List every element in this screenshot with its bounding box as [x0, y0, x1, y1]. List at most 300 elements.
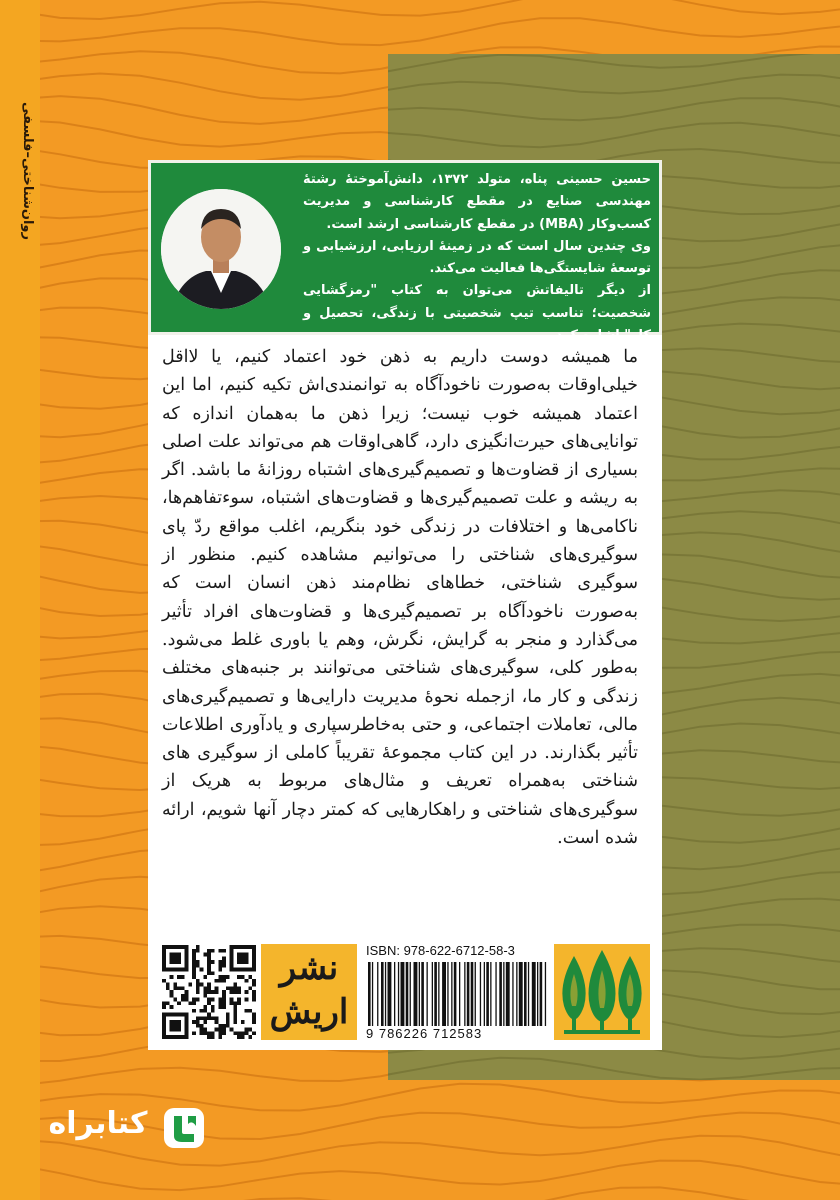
qr-module: [203, 953, 207, 957]
qr-module: [192, 1001, 196, 1005]
barcode-bar: [427, 962, 428, 1026]
qr-module: [177, 960, 181, 964]
qr-module: [233, 968, 237, 972]
barcode-bar: [524, 962, 527, 1026]
qr-module: [207, 956, 211, 960]
qr-module: [162, 964, 166, 968]
qr-module: [177, 1028, 181, 1032]
qr-module: [170, 994, 174, 998]
qr-module: [245, 1031, 249, 1035]
qr-module: [248, 975, 252, 979]
qr-module: [170, 990, 174, 994]
qr-module: [230, 953, 234, 957]
qr-module: [196, 964, 200, 968]
qr-module: [207, 990, 211, 994]
qr-module: [222, 1024, 226, 1028]
qr-module: [200, 1016, 204, 1020]
qr-module: [218, 968, 222, 972]
qr-module: [185, 1016, 189, 1020]
qr-module: [252, 949, 256, 953]
qr-module: [218, 960, 222, 964]
qr-module: [222, 975, 226, 979]
qr-module: [230, 986, 234, 990]
qr-module: [185, 1035, 189, 1039]
qr-module: [192, 956, 196, 960]
qr-module: [162, 1005, 166, 1009]
qr-module: [233, 1020, 237, 1024]
barcode-bar: [447, 962, 448, 1026]
publisher-logo: [261, 944, 357, 1040]
qr-module: [177, 1024, 181, 1028]
qr-module: [245, 1009, 249, 1013]
qr-module: [177, 1001, 181, 1005]
qr-module: [237, 1031, 241, 1035]
qr-module: [248, 945, 252, 949]
barcode-bar: [471, 962, 474, 1026]
qr-module: [207, 1016, 211, 1020]
barcode-bar: [394, 962, 395, 1026]
qr-module: [252, 983, 256, 987]
qr-module: [192, 975, 196, 979]
ketabrah-brand: [38, 1100, 218, 1160]
qr-module: [241, 1020, 245, 1024]
wave-line: [0, 18, 840, 45]
qr-module: [177, 975, 181, 979]
barcode-bar: [490, 962, 491, 1026]
qr-module: [252, 994, 256, 998]
qr-module: [185, 953, 189, 957]
qr-module: [218, 1024, 222, 1028]
qr-module: [252, 979, 256, 983]
qr-module: [203, 1031, 207, 1035]
qr-module: [196, 998, 200, 1002]
qr-module: [207, 960, 211, 964]
qr-module: [230, 945, 234, 949]
footer-strip: [148, 940, 662, 1050]
qr-module: [233, 1031, 237, 1035]
qr-module: [181, 986, 185, 990]
barcode-bar: [540, 962, 543, 1026]
isbn-label: ISBN: 978-622-6712-58-3: [366, 943, 515, 958]
qr-module: [170, 1020, 174, 1024]
qr-module: [196, 983, 200, 987]
qr-module: [203, 1005, 207, 1009]
qr-module: [211, 1016, 215, 1020]
book-description: ما همیشه دوست داریم به ذهن خود اعتماد کنیم، یا لااقل خیلی‌اوقات به‌صورت ناخودآگاه به توانمندی‌اش تکیه کنیم، اما این اعتماد همیشه خوب نیست؛ زیرا ذهن ما به‌همان اندازه که توانایی‌های حیرت‌انگیزی دارد، گاهی‌اوقات هم می‌تواند علت اصلی بسیاری از قضاوت‌ها و تصمیم‌گیری‌های اشتباه روزانهٔ ما باشد. اگر به ریشه و علت تصمیم‌گیری‌ها و قضاوت‌های اشتباه، سوءتفاهم‌ها، ناکامی‌ها و اختلافات در زندگی خود بنگریم، اغلب مواقع ردّ پای سوگیری‌های شناختی را می‌توانیم مشاهده کنیم. منظور از سوگیری شناختی، خطاهای نظام‌مند ذهن انسان است که به‌صورت ناخودآگاه بر تصمیم‌گیری‌ها و قضاوت‌های افراد تأثیر می‌گذارد و منجر به گرایش، نگرش، وهم یا باوری غلط می‌شود. به‌طور کلی، سوگیری‌های شناختی می‌توانند بر جنبه‌های مختلف زندگی و کار ما، ازجمله نحوهٔ مدیریت دارایی‌ها و تصمیم‌گیری‌های مالی، تعاملات اجتماعی، و حتی به‌خاطرسپاری و یادآوری اطلاعات تأثیر بگذارند. در این کتاب مجموعهٔ تقریباً کاملی از سوگیری های شناختی به‌همراه تعریف و مثال‌های مربوط به هریک از سوگیری‌های شناختی و راهکارهایی که کمتر دچار آنها شویم، ارائه شده است.: [162, 347, 638, 849]
qr-module: [222, 1001, 226, 1005]
qr-module: [211, 1005, 215, 1009]
qr-module: [203, 1016, 207, 1020]
qr-module: [162, 1020, 166, 1024]
qr-module: [226, 1024, 230, 1028]
qr-module: [181, 975, 185, 979]
qr-module: [196, 1024, 200, 1028]
qr-module: [173, 1035, 177, 1039]
qr-module: [237, 990, 241, 994]
qr-module: [173, 1024, 177, 1028]
qr-module: [166, 1013, 170, 1017]
qr-module: [237, 953, 241, 957]
qr-module: [181, 998, 185, 1002]
qr-module: [185, 994, 189, 998]
barcode-bar: [495, 962, 496, 1026]
qr-module: [241, 975, 245, 979]
author-bio-box: [148, 160, 662, 335]
qr-module: [230, 990, 234, 994]
qr-module: [162, 960, 166, 964]
qr-module: [185, 998, 189, 1002]
qr-module: [173, 960, 177, 964]
qr-module: [207, 998, 211, 1002]
qr-module: [226, 975, 230, 979]
author-photo: [161, 189, 281, 309]
barcode-bar: [368, 962, 371, 1026]
publisher-name-line1: نشر: [279, 948, 339, 988]
qr-module: [222, 979, 226, 983]
qr-module: [211, 1035, 215, 1039]
qr-module: [237, 1001, 241, 1005]
qr-module: [162, 1031, 166, 1035]
qr-module: [162, 956, 166, 960]
qr-module: [222, 1028, 226, 1032]
qr-module: [170, 956, 174, 960]
qr-module: [203, 1028, 207, 1032]
author-bio: [303, 169, 651, 347]
qr-module: [215, 986, 219, 990]
qr-module: [245, 953, 249, 957]
qr-module: [241, 968, 245, 972]
qr-module: [218, 998, 222, 1002]
qr-module: [203, 994, 207, 998]
qr-module: [192, 960, 196, 964]
qr-module: [248, 1009, 252, 1013]
qr-module: [215, 1020, 219, 1024]
qr-module: [230, 1001, 234, 1005]
qr-module: [207, 983, 211, 987]
qr-module: [173, 945, 177, 949]
barcode-bar: [545, 962, 546, 1026]
barcode-bar: [388, 962, 392, 1026]
qr-module: [192, 998, 196, 1002]
qr-module: [185, 960, 189, 964]
qr-module: [166, 1001, 170, 1005]
qr-module: [241, 945, 245, 949]
qr-module: [233, 986, 237, 990]
qr-module: [245, 945, 249, 949]
qr-module: [252, 1020, 256, 1024]
qr-module: [177, 968, 181, 972]
qr-module: [173, 956, 177, 960]
qr-module: [177, 956, 181, 960]
qr-module: [173, 953, 177, 957]
barcode-bar: [442, 962, 446, 1026]
qr-module: [162, 1035, 166, 1039]
qr-module: [226, 1013, 230, 1017]
qr-module: [162, 979, 166, 983]
qr-module: [207, 953, 211, 957]
qr-module: [170, 1024, 174, 1028]
barcode-bar: [532, 962, 536, 1026]
qr-module: [207, 1035, 211, 1039]
qr-module: [207, 971, 211, 975]
barcode-icon: [366, 962, 550, 1026]
qr-module: [237, 945, 241, 949]
qr-module: [252, 998, 256, 1002]
qr-module: [207, 949, 211, 953]
qr-module: [173, 1020, 177, 1024]
qr-module: [237, 960, 241, 964]
ketabrah-logo-icon: [162, 1106, 206, 1150]
qr-module: [192, 1031, 196, 1035]
qr-module: [252, 964, 256, 968]
qr-module: [170, 945, 174, 949]
qr-module: [226, 986, 230, 990]
qr-module: [237, 956, 241, 960]
barcode-bar: [506, 962, 510, 1026]
barcode-bar: [467, 962, 470, 1026]
qr-module: [188, 983, 192, 987]
qr-module: [185, 1013, 189, 1017]
bio-paragraph: از دیگر تالیفاتش می‌توان به کتاب "رمزگشایی شخصیت؛ تناسب تیپ شخصیتی با زندگی، تحصیل و: [303, 283, 651, 321]
qr-module: [233, 945, 237, 949]
qr-module: [207, 1001, 211, 1005]
qr-module: [203, 975, 207, 979]
barcode-bar: [372, 962, 373, 1026]
qr-module: [166, 945, 170, 949]
qr-module: [230, 998, 234, 1002]
barcode-bar: [401, 962, 405, 1026]
qr-module: [192, 949, 196, 953]
qr-module: [252, 1013, 256, 1017]
qr-module: [207, 986, 211, 990]
qr-module: [170, 1035, 174, 1039]
qr-module: [162, 1016, 166, 1020]
qr-module: [233, 990, 237, 994]
qr-module: [196, 945, 200, 949]
qr-module: [230, 964, 234, 968]
barcode-bar: [421, 962, 424, 1026]
barcode-bar: [459, 962, 460, 1026]
barcode-bar: [438, 962, 439, 1026]
qr-module: [173, 968, 177, 972]
qr-module: [211, 971, 215, 975]
qr-module: [170, 1028, 174, 1032]
qr-module: [173, 986, 177, 990]
qr-module: [162, 945, 166, 949]
qr-module: [173, 1013, 177, 1017]
qr-module: [215, 990, 219, 994]
ketabrah-wordmark: کتابراه: [48, 1106, 148, 1141]
qr-module: [181, 1013, 185, 1017]
qr-module: [222, 949, 226, 953]
qr-module: [162, 1024, 166, 1028]
qr-module: [233, 983, 237, 987]
qr-module: [173, 998, 177, 1002]
qr-module: [211, 949, 215, 953]
qr-module: [218, 949, 222, 953]
wave-line: [0, 0, 840, 19]
qr-module: [162, 953, 166, 957]
qr-module: [173, 983, 177, 987]
qr-module: [170, 975, 174, 979]
qr-module: [203, 986, 207, 990]
spine-genre-label: روان‌شناختی–فلسفی: [20, 102, 35, 240]
qr-module: [170, 960, 174, 964]
qr-module: [185, 945, 189, 949]
qr-module: [252, 953, 256, 957]
qr-module: [173, 1028, 177, 1032]
description-box: [148, 335, 662, 940]
qr-module: [177, 1035, 181, 1039]
qr-module: [196, 960, 200, 964]
qr-module: [200, 968, 204, 972]
qr-module: [233, 1016, 237, 1020]
barcode-bar: [385, 962, 386, 1026]
qr-module: [211, 1031, 215, 1035]
qr-module: [196, 1016, 200, 1020]
barcode-bar: [410, 962, 411, 1026]
qr-module: [218, 1001, 222, 1005]
qr-module: [177, 1020, 181, 1024]
qr-module: [185, 990, 189, 994]
qr-module: [170, 953, 174, 957]
qr-module: [222, 998, 226, 1002]
qr-module: [207, 1013, 211, 1017]
qr-module: [241, 956, 245, 960]
qr-module: [211, 998, 215, 1002]
barcode-bar: [537, 962, 538, 1026]
qr-module: [237, 1035, 241, 1039]
spine-strip: [0, 0, 40, 1200]
qr-module: [200, 1024, 204, 1028]
qr-module: [222, 1031, 226, 1035]
qr-module: [252, 1016, 256, 1020]
qr-module: [241, 1031, 245, 1035]
qr-module: [203, 990, 207, 994]
qr-module: [185, 968, 189, 972]
barcode-bar: [503, 962, 504, 1026]
qr-module: [233, 1001, 237, 1005]
qr-module: [196, 1020, 200, 1024]
barcode-bar: [434, 962, 437, 1026]
qr-module: [245, 998, 249, 1002]
barcode-bar: [512, 962, 513, 1026]
qr-module: [200, 983, 204, 987]
qr-module: [181, 968, 185, 972]
qr-module: [185, 964, 189, 968]
qr-module: [233, 1005, 237, 1009]
qr-module: [248, 986, 252, 990]
qr-module: [166, 983, 170, 987]
qr-module: [196, 990, 200, 994]
qr-module: [192, 1009, 196, 1013]
wave-line: [0, 1161, 840, 1191]
qr-module: [230, 949, 234, 953]
qr-module: [185, 1031, 189, 1035]
qr-module: [207, 1031, 211, 1035]
qr-module: [252, 956, 256, 960]
qr-module: [192, 964, 196, 968]
qr-code-icon: [162, 944, 256, 1040]
qr-module: [185, 1024, 189, 1028]
qr-module: [211, 960, 215, 964]
qr-module: [185, 949, 189, 953]
qr-module: [170, 1005, 174, 1009]
qr-module: [237, 998, 241, 1002]
qr-module: [218, 1031, 222, 1035]
qr-module: [185, 956, 189, 960]
barcode-bar: [432, 962, 433, 1026]
qr-module: [245, 968, 249, 972]
qr-module: [226, 1016, 230, 1020]
qr-module: [203, 1020, 207, 1024]
barcode-bar: [484, 962, 485, 1026]
qr-module: [241, 1035, 245, 1039]
qr-module: [218, 975, 222, 979]
qr-module: [181, 994, 185, 998]
qr-module: [162, 1028, 166, 1032]
qr-module: [200, 1031, 204, 1035]
barcode-bar: [398, 962, 399, 1026]
qr-module: [252, 968, 256, 972]
barcode-bar: [454, 962, 457, 1026]
barcode-number: 9 786226 712583: [366, 1026, 483, 1041]
qr-module: [211, 1009, 215, 1013]
barcode-bar: [377, 962, 378, 1026]
qr-module: [230, 956, 234, 960]
barcode-bar: [451, 962, 452, 1026]
qr-module: [185, 1020, 189, 1024]
qr-module: [248, 1028, 252, 1032]
qr-module: [177, 953, 181, 957]
qr-module: [162, 968, 166, 972]
qr-module: [177, 945, 181, 949]
publisher-tree-logo-icon: [554, 944, 650, 1040]
qr-module: [162, 1001, 166, 1005]
bio-paragraph: وی چندین سال است که در زمینهٔ ارزیابی، ارزشیابی و توسعهٔ شایستگی‌ها فعالیت می‌کند.: [303, 238, 651, 277]
qr-module: [218, 1035, 222, 1039]
qr-module: [222, 956, 226, 960]
qr-module: [166, 968, 170, 972]
qr-module: [245, 1028, 249, 1032]
qr-module: [226, 1020, 230, 1024]
barcode-bar: [475, 962, 476, 1026]
qr-module: [218, 964, 222, 968]
qr-module: [188, 1001, 192, 1005]
qr-module: [237, 968, 241, 972]
qr-module: [170, 968, 174, 972]
qr-module: [162, 949, 166, 953]
qr-module: [237, 986, 241, 990]
qr-module: [222, 960, 226, 964]
qr-module: [200, 1009, 204, 1013]
qr-module: [245, 956, 249, 960]
wave-line: [0, 1187, 840, 1200]
barcode-bar: [414, 962, 418, 1026]
publisher-name-line2: اریش: [269, 992, 349, 1032]
qr-module: [230, 960, 234, 964]
qr-module: [162, 1013, 166, 1017]
barcode-bar: [499, 962, 502, 1026]
qr-module: [218, 1005, 222, 1009]
qr-module: [252, 990, 256, 994]
qr-module: [166, 1035, 170, 1039]
qr-module: [203, 1009, 207, 1013]
qr-module: [192, 953, 196, 957]
qr-module: [248, 968, 252, 972]
barcode-bar: [419, 962, 420, 1026]
qr-module: [245, 990, 249, 994]
